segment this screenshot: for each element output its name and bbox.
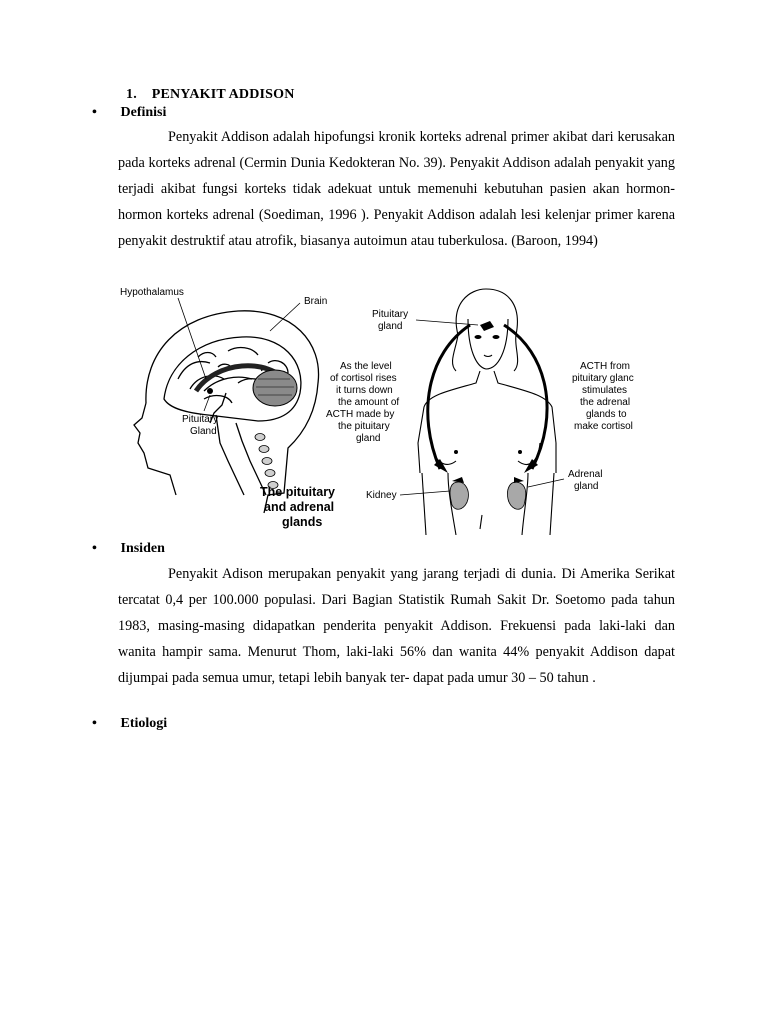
cortisol-note-6: the pituitary (338, 421, 390, 432)
definisi-label: Definisi (120, 105, 167, 120)
acth-note-3: stimulates (582, 385, 628, 396)
definisi-paragraph: Penyakit Addison adalah hipofungsi kronik korteks adrenal primer akibat dari kerusakan pada korteks adrenal (Cermin Dunia Kedokteran No. 39). Penyakit Addison adalah penyakit yang terjadi akibat fungsi korteks tidak adekuat untuk memenuhi kebutuhan pasien akan hormon-hormon korteks adrenal (Soediman, 1996 ). Penyakit Addison adalah lesi kelenjar primer karena penyakit destruktif atau atrofik, biasanya autoimun atau tuberkulosa. (Baroon, 1994) (118, 129, 675, 249)
pituitary-marker (480, 321, 494, 331)
figure-title-1: The pituitary (260, 485, 336, 499)
figure-title-3: glands (282, 515, 323, 529)
kidney-label: Kidney (366, 490, 397, 501)
hypothalamus-label: Hypothalamus (120, 287, 184, 298)
right-leader-lines (400, 320, 564, 495)
cortisol-note-3: it turns down (336, 385, 393, 396)
left-nipple (454, 450, 458, 454)
acth-note-4: the adrenal (580, 397, 631, 408)
insiden-paragraph: Penyakit Adison merupakan penyakit yang jarang terjadi di dunia. Di Amerika Serikat tercatat 0,4 per 100.000 populasi. Dari Bagian Statistik Rumah Sakit Dr. Soetomo pada tahun 1983, masing-masing didapatkan penderita penyakit Addison. Frekuensi pada laki-laki dan wanita hampir sama. Menurut Thom, laki-laki 56% dan wanita 44% penyakit Addison dapat dijumpai pada semua umur, tetapi lebih banyak ter- dapat pada umur 30 – 50 tahun . (118, 566, 675, 686)
acth-note-5: glands to (586, 409, 627, 420)
section-number: 1. (126, 87, 137, 102)
bullet-icon: • (92, 105, 97, 120)
cortisol-note-4: the amount of (338, 397, 400, 408)
kidney-shapes (450, 477, 526, 509)
cortisol-note-7: gland (356, 433, 381, 444)
pituitary-top-label: Pituitary (372, 309, 409, 320)
face-features (475, 335, 500, 357)
insiden-heading (92, 541, 165, 557)
etiologi-label: Etiologi (120, 716, 168, 731)
head-section-drawing (134, 311, 319, 513)
figure-title-2: and adrenal (264, 500, 335, 514)
adrenal-label-2: gland (574, 481, 599, 492)
pituitary-top-label-2: gland (378, 321, 403, 332)
adrenal-label: Adrenal (568, 469, 603, 480)
cortisol-note-5: ACTH made by (326, 409, 395, 420)
insiden-label: Insiden (120, 541, 165, 556)
pituitary-dot (207, 388, 213, 394)
pituitary-left-label-2: Gland (190, 426, 217, 437)
acth-note-1: ACTH from (580, 361, 630, 372)
feedback-arrows (428, 325, 547, 469)
right-nipple (518, 450, 522, 454)
etiologi-heading (92, 716, 167, 732)
bullet-icon: • (92, 716, 97, 731)
pituitary-left-label: Pituitary (182, 414, 219, 425)
section-title: PENYAKIT ADDISON (151, 87, 295, 102)
definisi-heading (92, 105, 166, 121)
cerebellum-shape (253, 370, 297, 406)
acth-note-2: pituitary glanc (572, 373, 634, 384)
brain-label: Brain (304, 296, 328, 307)
pituitary-adrenal-figure (118, 283, 648, 535)
cortisol-note-1: As the level (340, 361, 392, 372)
bullet-icon: • (92, 541, 97, 556)
anatomy-illustration (118, 283, 648, 535)
acth-note-6: make cortisol (574, 421, 633, 432)
cortisol-note-2: of cortisol rises (330, 373, 397, 384)
section-heading (126, 87, 295, 103)
